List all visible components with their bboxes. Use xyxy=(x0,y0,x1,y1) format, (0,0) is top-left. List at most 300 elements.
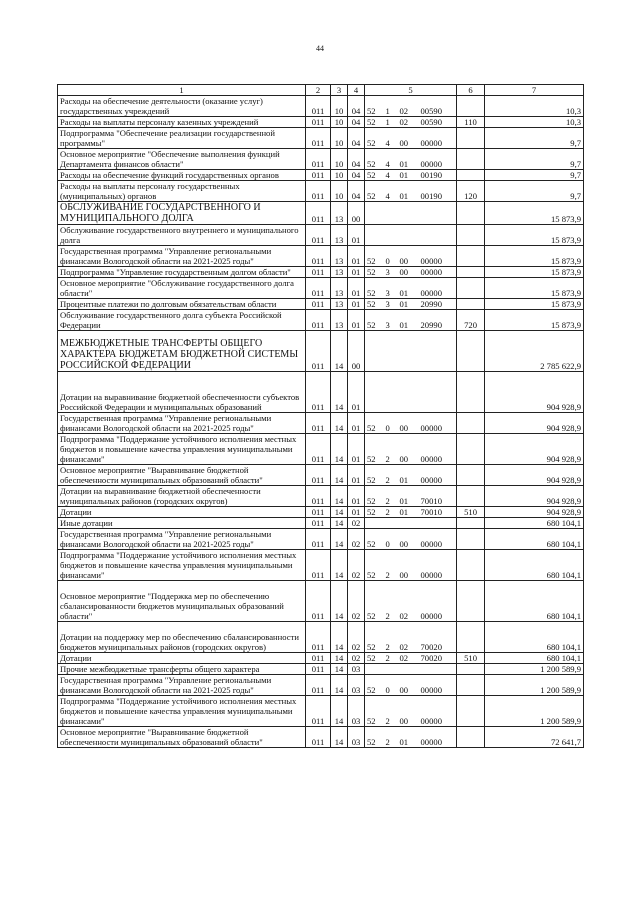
row-col-3: 14 xyxy=(331,550,348,581)
row-code-c xyxy=(398,202,419,225)
row-code-c: 00 xyxy=(398,529,419,550)
row-name: Дотации на выравнивание бюджетной обеспеченности субъектов Российской Федерации и муниципальных образований xyxy=(58,372,306,413)
row-col-6: 720 xyxy=(457,310,485,331)
row-col-2: 011 xyxy=(306,128,331,149)
table-row xyxy=(58,128,584,149)
row-col-2: 011 xyxy=(306,117,331,128)
row-code-c: 00 xyxy=(398,696,419,727)
row-col-3: 10 xyxy=(331,170,348,181)
row-col-2: 011 xyxy=(306,413,331,434)
row-col-3: 13 xyxy=(331,299,348,310)
row-name: Государственная программа "Управление региональными финансами Вологодской области на 2021-2025 годы" xyxy=(58,413,306,434)
header-col-2: 2 xyxy=(306,85,331,96)
row-col-6 xyxy=(457,664,485,675)
row-col-3: 13 xyxy=(331,310,348,331)
row-col-3: 10 xyxy=(331,149,348,170)
row-col-2: 011 xyxy=(306,465,331,486)
row-name: Дотации на поддержку мер по обеспечению сбалансированности бюджетов муниципальных районов (городских округов) xyxy=(58,622,306,653)
table-row xyxy=(58,507,584,518)
row-code-a: 52 xyxy=(365,267,384,278)
row-col-7: 1 200 589,9 xyxy=(485,696,584,727)
row-code-c: 01 xyxy=(398,507,419,518)
row-code-b: 3 xyxy=(384,278,398,299)
table-row xyxy=(58,529,584,550)
row-code-c: 00 xyxy=(398,675,419,696)
row-name: МЕЖБЮДЖЕТНЫЕ ТРАНСФЕРТЫ ОБЩЕГО ХАРАКТЕРА БЮДЖЕТАМ БЮДЖЕТНОЙ СИСТЕМЫ РОССИЙСКОЙ ФЕДЕРАЦИИ xyxy=(58,331,306,372)
table-row xyxy=(58,465,584,486)
row-name: Государственная программа "Управление региональными финансами Вологодской области на 2021-2025 годы" xyxy=(58,246,306,267)
row-name: Дотации xyxy=(58,507,306,518)
row-code-a: 52 xyxy=(365,413,384,434)
row-code-a: 52 xyxy=(365,117,384,128)
row-name: Подпрограмма "Поддержание устойчивого исполнения местных бюджетов и повышение качества управления муниципальными финансами" xyxy=(58,550,306,581)
table-row xyxy=(58,299,584,310)
row-col-3: 13 xyxy=(331,267,348,278)
row-code-b: 2 xyxy=(384,434,398,465)
row-name: Государственная программа "Управление региональными финансами Вологодской области на 2021-2025 годы" xyxy=(58,675,306,696)
row-code-a: 52 xyxy=(365,529,384,550)
row-code-c: 01 xyxy=(398,278,419,299)
row-code-b: 0 xyxy=(384,413,398,434)
row-col-3: 14 xyxy=(331,581,348,622)
table-row xyxy=(58,581,584,622)
row-code-a xyxy=(365,202,384,225)
row-col-7: 680 104,1 xyxy=(485,622,584,653)
header-col-1: 1 xyxy=(58,85,306,96)
row-code-a: 52 xyxy=(365,246,384,267)
row-name: Основное мероприятие "Выравнивание бюджетной обеспеченности муниципальных образований области" xyxy=(58,727,306,748)
row-code-b: 3 xyxy=(384,299,398,310)
row-code-b: 4 xyxy=(384,149,398,170)
row-col-4: 04 xyxy=(348,149,365,170)
row-col-6 xyxy=(457,202,485,225)
row-col-4: 00 xyxy=(348,331,365,372)
row-code-b: 2 xyxy=(384,550,398,581)
table-row xyxy=(58,170,584,181)
row-name: Основное мероприятие "Обслуживание государственного долга области" xyxy=(58,278,306,299)
row-name: Основное мероприятие "Выравнивание бюджетной обеспеченности муниципальных образований области" xyxy=(58,465,306,486)
row-col-6 xyxy=(457,267,485,278)
row-col-7: 72 641,7 xyxy=(485,727,584,748)
row-code-c xyxy=(398,225,419,246)
row-col-7: 680 104,1 xyxy=(485,529,584,550)
row-col-7: 680 104,1 xyxy=(485,550,584,581)
table-row xyxy=(58,181,584,202)
row-col-7: 1 200 589,9 xyxy=(485,675,584,696)
row-col-4: 01 xyxy=(348,299,365,310)
row-code-b: 0 xyxy=(384,675,398,696)
row-col-4: 02 xyxy=(348,653,365,664)
row-col-3: 13 xyxy=(331,202,348,225)
row-col-4: 04 xyxy=(348,170,365,181)
row-col-6 xyxy=(457,96,485,117)
row-col-7: 9,7 xyxy=(485,149,584,170)
row-code-c: 00 xyxy=(398,550,419,581)
row-code-b: 4 xyxy=(384,181,398,202)
row-code-d: 00590 xyxy=(419,117,457,128)
row-code-d: 00000 xyxy=(419,529,457,550)
row-col-2: 011 xyxy=(306,529,331,550)
row-code-d: 00000 xyxy=(419,696,457,727)
table-row xyxy=(58,653,584,664)
row-col-6 xyxy=(457,331,485,372)
row-col-2: 011 xyxy=(306,246,331,267)
row-col-3: 14 xyxy=(331,372,348,413)
row-code-a: 52 xyxy=(365,128,384,149)
row-col-2: 011 xyxy=(306,225,331,246)
table-row xyxy=(58,675,584,696)
row-col-3: 14 xyxy=(331,413,348,434)
row-code-b xyxy=(384,225,398,246)
row-code-c: 02 xyxy=(398,622,419,653)
row-col-7: 15 873,9 xyxy=(485,267,584,278)
row-col-4: 02 xyxy=(348,550,365,581)
row-code-b: 4 xyxy=(384,128,398,149)
row-code-c: 00 xyxy=(398,434,419,465)
row-code-d: 00000 xyxy=(419,675,457,696)
row-col-3: 10 xyxy=(331,117,348,128)
row-col-3: 14 xyxy=(331,727,348,748)
row-code-c: 00 xyxy=(398,128,419,149)
row-code-b: 3 xyxy=(384,267,398,278)
row-code-c: 01 xyxy=(398,149,419,170)
row-col-3: 14 xyxy=(331,331,348,372)
row-code-a: 52 xyxy=(365,299,384,310)
row-col-6 xyxy=(457,550,485,581)
header-row xyxy=(58,85,584,96)
table-row xyxy=(58,278,584,299)
row-code-c: 02 xyxy=(398,96,419,117)
row-code-d xyxy=(419,372,457,413)
row-code-a xyxy=(365,518,384,529)
row-code-b: 3 xyxy=(384,310,398,331)
row-col-2: 011 xyxy=(306,299,331,310)
row-code-d: 00000 xyxy=(419,413,457,434)
row-code-c: 02 xyxy=(398,581,419,622)
row-code-b xyxy=(384,664,398,675)
table-row xyxy=(58,372,584,413)
row-col-6 xyxy=(457,434,485,465)
row-code-d: 70020 xyxy=(419,622,457,653)
row-col-4: 02 xyxy=(348,529,365,550)
row-name: Подпрограмма "Обеспечение реализации государственной программы" xyxy=(58,128,306,149)
row-code-d xyxy=(419,518,457,529)
row-code-c: 01 xyxy=(398,170,419,181)
row-col-7: 9,7 xyxy=(485,181,584,202)
row-col-4: 01 xyxy=(348,246,365,267)
row-code-a xyxy=(365,372,384,413)
row-col-4: 01 xyxy=(348,507,365,518)
row-col-4: 01 xyxy=(348,278,365,299)
row-col-2: 011 xyxy=(306,202,331,225)
row-code-b: 0 xyxy=(384,529,398,550)
table-row xyxy=(58,434,584,465)
row-col-4: 02 xyxy=(348,622,365,653)
table-row xyxy=(58,117,584,128)
table-row xyxy=(58,518,584,529)
row-code-d: 00000 xyxy=(419,267,457,278)
row-code-b: 0 xyxy=(384,246,398,267)
row-code-a: 52 xyxy=(365,507,384,518)
row-col-3: 14 xyxy=(331,622,348,653)
row-code-d: 00000 xyxy=(419,550,457,581)
row-col-4: 02 xyxy=(348,518,365,529)
row-code-d xyxy=(419,202,457,225)
row-col-2: 011 xyxy=(306,372,331,413)
row-code-a: 52 xyxy=(365,465,384,486)
budget-table xyxy=(57,84,584,748)
row-code-d: 00590 xyxy=(419,96,457,117)
table-row xyxy=(58,727,584,748)
table-row xyxy=(58,550,584,581)
row-code-d: 70010 xyxy=(419,507,457,518)
row-code-d: 00190 xyxy=(419,170,457,181)
row-col-6 xyxy=(457,128,485,149)
page-number: 44 xyxy=(316,44,324,53)
row-code-c: 01 xyxy=(398,486,419,507)
row-code-a: 52 xyxy=(365,550,384,581)
row-col-4: 03 xyxy=(348,664,365,675)
row-col-4: 04 xyxy=(348,128,365,149)
row-code-c xyxy=(398,372,419,413)
row-col-6: 110 xyxy=(457,117,485,128)
table-row xyxy=(58,331,584,372)
table-row xyxy=(58,664,584,675)
row-col-7: 15 873,9 xyxy=(485,202,584,225)
row-col-2: 011 xyxy=(306,550,331,581)
row-col-2: 011 xyxy=(306,622,331,653)
table-row xyxy=(58,486,584,507)
row-col-3: 14 xyxy=(331,675,348,696)
row-col-2: 011 xyxy=(306,581,331,622)
row-col-2: 011 xyxy=(306,486,331,507)
row-name: Расходы на выплаты персоналу государственных (муниципальных) органов xyxy=(58,181,306,202)
row-col-7: 9,7 xyxy=(485,170,584,181)
row-code-d: 20990 xyxy=(419,310,457,331)
row-col-6 xyxy=(457,727,485,748)
row-code-d: 00000 xyxy=(419,278,457,299)
row-col-4: 04 xyxy=(348,181,365,202)
row-col-7: 10,3 xyxy=(485,96,584,117)
row-code-d: 20990 xyxy=(419,299,457,310)
row-code-c: 01 xyxy=(398,181,419,202)
row-col-2: 011 xyxy=(306,181,331,202)
row-code-a: 52 xyxy=(365,675,384,696)
row-col-7: 15 873,9 xyxy=(485,299,584,310)
row-col-2: 011 xyxy=(306,170,331,181)
row-code-b: 4 xyxy=(384,170,398,181)
row-code-a: 52 xyxy=(365,96,384,117)
row-code-a: 52 xyxy=(365,181,384,202)
row-col-6: 120 xyxy=(457,181,485,202)
row-code-d xyxy=(419,664,457,675)
row-col-6 xyxy=(457,413,485,434)
row-code-b: 2 xyxy=(384,465,398,486)
row-code-b: 2 xyxy=(384,727,398,748)
row-code-d: 00000 xyxy=(419,246,457,267)
row-code-c: 01 xyxy=(398,299,419,310)
row-col-2: 011 xyxy=(306,653,331,664)
row-name: Подпрограмма "Управление государственным долгом области" xyxy=(58,267,306,278)
row-col-6: 510 xyxy=(457,507,485,518)
row-code-b: 1 xyxy=(384,117,398,128)
row-col-4: 01 xyxy=(348,372,365,413)
row-code-b xyxy=(384,331,398,372)
row-col-3: 13 xyxy=(331,225,348,246)
row-col-2: 011 xyxy=(306,149,331,170)
row-col-7: 15 873,9 xyxy=(485,246,584,267)
row-col-4: 01 xyxy=(348,267,365,278)
row-code-c: 00 xyxy=(398,413,419,434)
row-code-c: 01 xyxy=(398,727,419,748)
row-code-a: 52 xyxy=(365,486,384,507)
row-col-3: 14 xyxy=(331,465,348,486)
table-row xyxy=(58,96,584,117)
row-col-6 xyxy=(457,225,485,246)
table-row xyxy=(58,246,584,267)
row-name: Обслуживание государственного внутреннего и муниципального долга xyxy=(58,225,306,246)
row-col-4: 01 xyxy=(348,486,365,507)
row-col-7: 15 873,9 xyxy=(485,278,584,299)
row-code-c: 00 xyxy=(398,246,419,267)
row-col-2: 011 xyxy=(306,331,331,372)
header-col-3: 3 xyxy=(331,85,348,96)
row-name: Государственная программа "Управление региональными финансами Вологодской области на 2021-2025 годы" xyxy=(58,529,306,550)
row-col-4: 01 xyxy=(348,310,365,331)
row-code-b: 1 xyxy=(384,96,398,117)
row-col-6 xyxy=(457,278,485,299)
row-col-6 xyxy=(457,149,485,170)
row-code-b xyxy=(384,372,398,413)
row-col-6 xyxy=(457,581,485,622)
row-code-a: 52 xyxy=(365,434,384,465)
row-col-6 xyxy=(457,675,485,696)
row-code-a xyxy=(365,664,384,675)
row-col-4: 01 xyxy=(348,413,365,434)
row-col-2: 011 xyxy=(306,278,331,299)
row-col-7: 904 928,9 xyxy=(485,372,584,413)
row-col-2: 011 xyxy=(306,664,331,675)
row-col-4: 04 xyxy=(348,96,365,117)
row-col-7: 680 104,1 xyxy=(485,581,584,622)
row-code-d: 00000 xyxy=(419,581,457,622)
row-code-c: 02 xyxy=(398,117,419,128)
row-col-6 xyxy=(457,518,485,529)
row-code-a: 52 xyxy=(365,622,384,653)
row-col-4: 01 xyxy=(348,465,365,486)
table-row xyxy=(58,267,584,278)
header-col-6: 6 xyxy=(457,85,485,96)
row-col-6 xyxy=(457,696,485,727)
row-col-6 xyxy=(457,622,485,653)
row-col-3: 14 xyxy=(331,653,348,664)
row-col-7: 15 873,9 xyxy=(485,310,584,331)
row-col-2: 011 xyxy=(306,434,331,465)
row-col-7: 10,3 xyxy=(485,117,584,128)
row-col-7: 904 928,9 xyxy=(485,434,584,465)
row-name: Основное мероприятие "Поддержка мер по обеспечению сбалансированности бюджетов муниципальных образований области" xyxy=(58,581,306,622)
table-row xyxy=(58,696,584,727)
row-col-6 xyxy=(457,465,485,486)
row-code-a: 52 xyxy=(365,581,384,622)
row-code-d: 70020 xyxy=(419,653,457,664)
row-col-3: 13 xyxy=(331,278,348,299)
row-code-d: 00000 xyxy=(419,727,457,748)
row-code-d xyxy=(419,331,457,372)
row-col-3: 14 xyxy=(331,696,348,727)
row-col-7: 904 928,9 xyxy=(485,486,584,507)
row-col-7: 680 104,1 xyxy=(485,518,584,529)
row-col-6 xyxy=(457,170,485,181)
row-code-b: 2 xyxy=(384,653,398,664)
row-col-2: 011 xyxy=(306,518,331,529)
row-col-6 xyxy=(457,246,485,267)
row-col-3: 14 xyxy=(331,507,348,518)
row-col-6 xyxy=(457,486,485,507)
table-row xyxy=(58,622,584,653)
row-code-c xyxy=(398,664,419,675)
row-name: ОБСЛУЖИВАНИЕ ГОСУДАРСТВЕННОГО И МУНИЦИПАЛЬНОГО ДОЛГА xyxy=(58,202,306,225)
row-name: Подпрограмма "Поддержание устойчивого исполнения местных бюджетов и повышение качества управления муниципальными финансами" xyxy=(58,434,306,465)
row-code-d: 70010 xyxy=(419,486,457,507)
header-col-4: 4 xyxy=(348,85,365,96)
row-code-a: 52 xyxy=(365,727,384,748)
row-col-3: 14 xyxy=(331,518,348,529)
row-code-b xyxy=(384,518,398,529)
row-col-7: 904 928,9 xyxy=(485,413,584,434)
row-col-2: 011 xyxy=(306,696,331,727)
table-row xyxy=(58,413,584,434)
row-col-3: 10 xyxy=(331,181,348,202)
row-col-2: 011 xyxy=(306,675,331,696)
row-col-3: 14 xyxy=(331,486,348,507)
row-col-3: 10 xyxy=(331,96,348,117)
row-code-b: 2 xyxy=(384,581,398,622)
row-col-3: 14 xyxy=(331,664,348,675)
row-col-6 xyxy=(457,299,485,310)
row-code-d: 00190 xyxy=(419,181,457,202)
row-code-d: 00000 xyxy=(419,434,457,465)
row-col-4: 03 xyxy=(348,727,365,748)
row-name: Дотации xyxy=(58,653,306,664)
row-code-a: 52 xyxy=(365,653,384,664)
header-col-7: 7 xyxy=(485,85,584,96)
row-col-3: 14 xyxy=(331,434,348,465)
row-code-a xyxy=(365,331,384,372)
row-code-b xyxy=(384,202,398,225)
row-code-b: 2 xyxy=(384,507,398,518)
row-col-2: 011 xyxy=(306,727,331,748)
row-col-7: 9,7 xyxy=(485,128,584,149)
row-code-a xyxy=(365,225,384,246)
row-code-d: 00000 xyxy=(419,465,457,486)
row-code-b: 2 xyxy=(384,622,398,653)
row-col-3: 13 xyxy=(331,246,348,267)
row-name: Расходы на обеспечение деятельности (оказание услуг) государственных учреждений xyxy=(58,96,306,117)
row-col-4: 01 xyxy=(348,225,365,246)
row-col-7: 904 928,9 xyxy=(485,465,584,486)
row-col-3: 10 xyxy=(331,128,348,149)
row-col-7: 904 928,9 xyxy=(485,507,584,518)
header-col-5: 5 xyxy=(365,85,457,96)
row-col-2: 011 xyxy=(306,310,331,331)
table-row xyxy=(58,202,584,225)
row-code-d xyxy=(419,225,457,246)
row-code-c: 00 xyxy=(398,267,419,278)
row-col-4: 03 xyxy=(348,696,365,727)
row-code-d: 00000 xyxy=(419,128,457,149)
row-code-a: 52 xyxy=(365,310,384,331)
